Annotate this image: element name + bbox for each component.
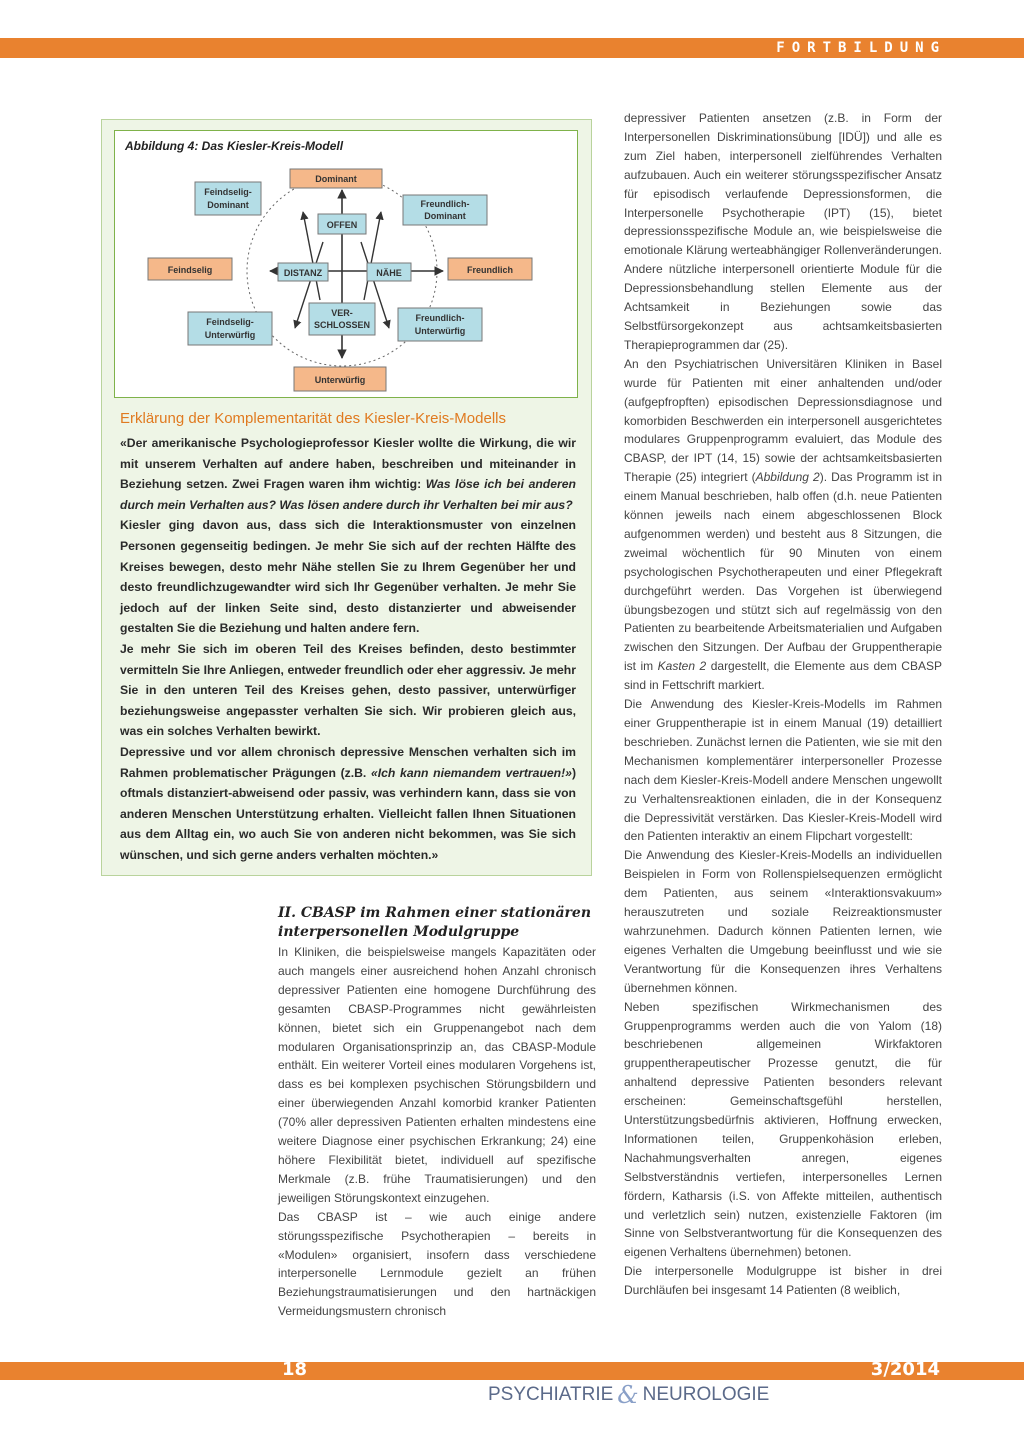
svg-text:OFFEN: OFFEN xyxy=(326,220,358,230)
paragraph: Die Anwendung des Kiesler-Kreis-Modells an individuellen Beispielen in Form von Rollenspielsequenzen ermöglicht dem Patienten, aus seinem «Interaktionsvakuum» herauszutreten und soziale Reizreaktionsmuster wahrzunehmen. Dadurch können Patienten lernen, wie eigenes Verhalten die Umgebung beeinflusst und wie sie Verantwortung für die Konsequenzen ihres Verhaltens übernehmen können. xyxy=(624,848,942,995)
section-label: FORTBILDUNG xyxy=(776,40,946,56)
node-unterwuerfig xyxy=(294,367,386,391)
node-feindselig-unterwuerfig xyxy=(188,312,272,345)
column-right xyxy=(624,109,942,1300)
node-feindselig-dominant xyxy=(195,182,261,215)
node-feindselig xyxy=(148,258,232,280)
svg-text:Feindselig-: Feindselig- xyxy=(204,187,252,197)
paragraph: Das CBASP ist – wie auch einige andere störungsspezifische Psychotherapien – bereits in «Modulen» organisiert, insofern dass verschiedene interpersonelle Lernmodule gezielt an frühen Beziehungstraumatisierungen und den hartnäckigen Vermeidungsmustern chronisch xyxy=(278,1209,596,1319)
node-verschlossen xyxy=(309,303,375,335)
node-freundlich-unterwuerfig xyxy=(398,308,482,341)
ampersand-logo: & xyxy=(617,1381,639,1409)
svg-text:Dominant: Dominant xyxy=(315,174,357,184)
box-paragraph: Kiesler ging davon aus, dass sich die Interaktionsmuster von einzelnen Personen gegenseitig bedingen. Je mehr Sie sich auf der rechten Hälfte des Kreises bewegen, desto mehr Nähe stellen Sie zu Ihrem Gegenüber her und desto freundlichzugewandter wird sich Ihr Gegenüber verhalten. Je mehr Sie jedoch auf der linken Seite sind, desto distanzierter und abweisender gestalten Sie die Beziehung und halten andere fern. xyxy=(120,518,576,636)
paragraph: depressiver Patienten ansetzen (z.B. in Form der Interpersonellen Diskriminationsübung [IDÜ]) und alle es zum Ziel haben, interpersonell zielführendes Verhalten aufzubauen. Auch ein weiterer störungsspezifischer Ansatz für episodisch verlaufende Depressionsformen, die Interpersonelle Psychotherapie (IPT) (15), bietet depressionsspezifische Module an, wie beispielsweise die emotionale Klärung werteabhängiger Rollenveränderungen. Andere nützliche interpersonell orientierte Module für die Depressionsbehandlung stellen Elemente aus der Achtsamkeit in Beziehungen sowie das Selbstfürsorgekonzept aus achtsamkeitsbasierten Therapieprogrammen dar (25). xyxy=(624,111,942,352)
box-title: Erklärung der Komplementarität des Kiesler-Kreis-Modells xyxy=(120,410,506,427)
svg-text:Unterwürfig: Unterwürfig xyxy=(314,375,366,385)
svg-text:Unterwürfig: Unterwürfig xyxy=(414,326,466,336)
paragraph: Die Anwendung des Kiesler-Kreis-Modells im Rahmen einer Gruppentherapie ist in einem Manual (19) detailliert beschrieben. Zunächst lernen die Patienten, wie sie mit den Mechanismen komplementärer interpersoneller Prozesse nach dem Kiesler-Kreis-Modell andere Menschen ungewollt zu Verhaltensreaktionen einladen, die in der Konsequenz die Depressivität verstärken. Das Kiesler-Kreis-Modell wird den Patienten interaktiv an einem Flipchart vorgestellt: xyxy=(624,697,942,844)
magazine-name-left: PSYCHIATRIE xyxy=(488,1384,614,1405)
node-freundlich xyxy=(448,258,532,280)
svg-text:Freundlich-: Freundlich- xyxy=(415,313,465,323)
column-left xyxy=(278,943,596,1321)
svg-text:VER-: VER- xyxy=(331,308,353,318)
magazine-logo xyxy=(488,1382,769,1408)
magazine-name-right: NEUROLOGIE xyxy=(642,1384,770,1405)
paragraph: Neben spezifischen Wirkmechanismen des Gruppenprogramms werden auch die von Yalom (18) beschriebenen allgemeinen Wirkfaktoren gruppentherapeutischer Prozesse genutzt, die für anhaltend depressive Patienten besonders relevant erscheinen: Gemeinschaftsgefühl herstellen, Unterstützungsbedürfnis aktivieren, Hoffnung erwecken, Informationen teilen, Gruppenkohäsion erleben, Nachahmungsverhalten anregen, eigenes Selbstverständnis vertiefen, interpersonelles Lernen fördern, Katharsis (i.S. von Affekte mitteilen, authentisch und verletzlich sein) nutzen, existenzielle Faktoren (im Sinne von Selbstverantwortung für die Konsequenzen des eigenen Verhaltens übernehmen) betonen. xyxy=(624,999,942,1260)
node-distanz xyxy=(278,263,328,281)
header-bar xyxy=(0,38,1024,58)
section-heading: II. CBASP im Rahmen einer stationären interpersonellen Modulgruppe xyxy=(278,905,591,940)
kiesler-diagram xyxy=(145,160,545,395)
node-naehe xyxy=(367,263,411,281)
svg-text:Unterwürfig: Unterwürfig xyxy=(204,330,256,340)
svg-text:Dominant: Dominant xyxy=(207,200,249,210)
paragraph: An den Psychiatrischen Universitären Kliniken in Basel wurde für Patienten mit einer anhaltenden und/oder (aufgepfropften) episodischen Depressionsdiagnose und komorbiden Beschwerden ein interpersonell ausgerichtetes modulares Gruppenprogramm evaluiert, das Module des CBASP, der IPT (14, 15) sowie der achtsamkeitsbasierten Therapie (25) integriert (Abbildung 2). Das Programm ist in einem Manual beschrieben, halb offen (d.h. neue Patienten können jeweils nach einem abgeschlossenen Block aufgenommen werden) und besteht aus 8 Sitzungen, die zweimal wöchentlich für 90 Minuten von einem psychologischen Psychotherapeuten und einer Pflegekraft durchgeführt werden. Das Vorgehen ist überwiegend übungsbezogen und stützt sich auf regelmässig von den Patienten zu bearbeitende Arbeitsmaterialien und Aufgaben zwischen den Sitzungen. Der Aufbau der Gruppentherapie ist im Kasten 2 dargestellt, die Elemente aus dem CBASP sind in Fettschrift markiert. xyxy=(624,356,943,693)
figure-caption: Abbildung 4: Das Kiesler-Kreis-Modell xyxy=(125,139,344,153)
box-paragraph: Depressive und vor allem chronisch depressive Menschen verhalten sich im Rahmen problematischer Prägungen (z.B. «Ich kann niemandem vertrauen!») oftmals distanziert-abweisend oder passiv, was verhindern kann, dass sie von anderen Menschen Unterstützung erhalten. Vielleicht fallen Ihnen Situationen aus dem Alltag ein, wo auch Sie von anderen nicht bekommen, was Sie sich wünschen, und sich gerne anders verhalten möchten.» xyxy=(120,744,577,862)
box-paragraph: Je mehr Sie sich im oberen Teil des Kreises befinden, desto bestimmter vermitteln Sie Ihre Anliegen, entweder freundlich oder eher aggressiv. Je mehr Sie in den unteren Teil des Kreises gehen, desto passiver, unterwürfiger beziehungsweise angepasster verhalten Sie sich. Wir probieren gleich aus, was ein solches Verhalten bewirkt. xyxy=(120,641,576,739)
svg-text:Feindselig: Feindselig xyxy=(167,265,213,275)
page-number: 18 xyxy=(282,1359,308,1380)
issue-number: 3/2014 xyxy=(870,1359,940,1380)
arrow-diagonal-2 xyxy=(364,212,381,300)
paragraph: Die interpersonelle Modulgruppe ist bisher in drei Durchläufen bei insgesamt 14 Patienten (8 weiblich, xyxy=(624,1264,942,1298)
svg-text:Dominant: Dominant xyxy=(424,211,466,221)
svg-text:DISTANZ: DISTANZ xyxy=(283,268,323,278)
svg-text:Freundlich: Freundlich xyxy=(466,265,514,275)
svg-text:Feindselig-: Feindselig- xyxy=(206,317,254,327)
svg-text:NÄHE: NÄHE xyxy=(376,268,402,278)
arrow-diagonal-1 xyxy=(303,212,320,300)
node-freundlich-dominant xyxy=(403,195,487,225)
node-offen xyxy=(318,214,366,234)
box-text xyxy=(120,433,576,865)
paragraph: In Kliniken, die beispielsweise mangels Kapazitäten oder auch mangels einer ausreichend hohen Anzahl chronisch depressiver Patienten eine homogene Durchführung des gesamten CBASP-Programmes nicht gewährleisten können, bietet sich ein Gruppenangebot nach dem modularen Organisationsprinzip an, das CBASP-Module enthält. Ein weiterer Vorteil eines modularen Vorgehens ist, dass es bei komplexen psychischen Störungsbildern und einer überwiegenden Anzahl komorbid kranker Patienten (70% aller depressiven Patienten erhalten mindestens eine weitere Diagnose einer psychischen Erkrankung; 24) eine höhere Flexibilität bietet, individuell auf spezifische Merkmale (z.B. frühe Traumatisierungen) und den jeweiligen Störungskontext einzugehen. xyxy=(278,945,596,1205)
svg-text:SCHLOSSEN: SCHLOSSEN xyxy=(313,320,371,330)
svg-text:Freundlich-: Freundlich- xyxy=(420,199,470,209)
box-paragraph: «Der amerikanische Psychologieprofessor Kiesler wollte die Wirkung, die wir mit unserem Verhalten auf andere haben, beschreiben und miteinander in Beziehung setzen. Zwei Fragen waren ihm wichtig: Was löse ich bei anderen durch mein Verhalten aus? Was lösen andere durch ihr Verhalten bei mir aus? xyxy=(120,436,576,512)
node-dominant xyxy=(290,169,382,188)
